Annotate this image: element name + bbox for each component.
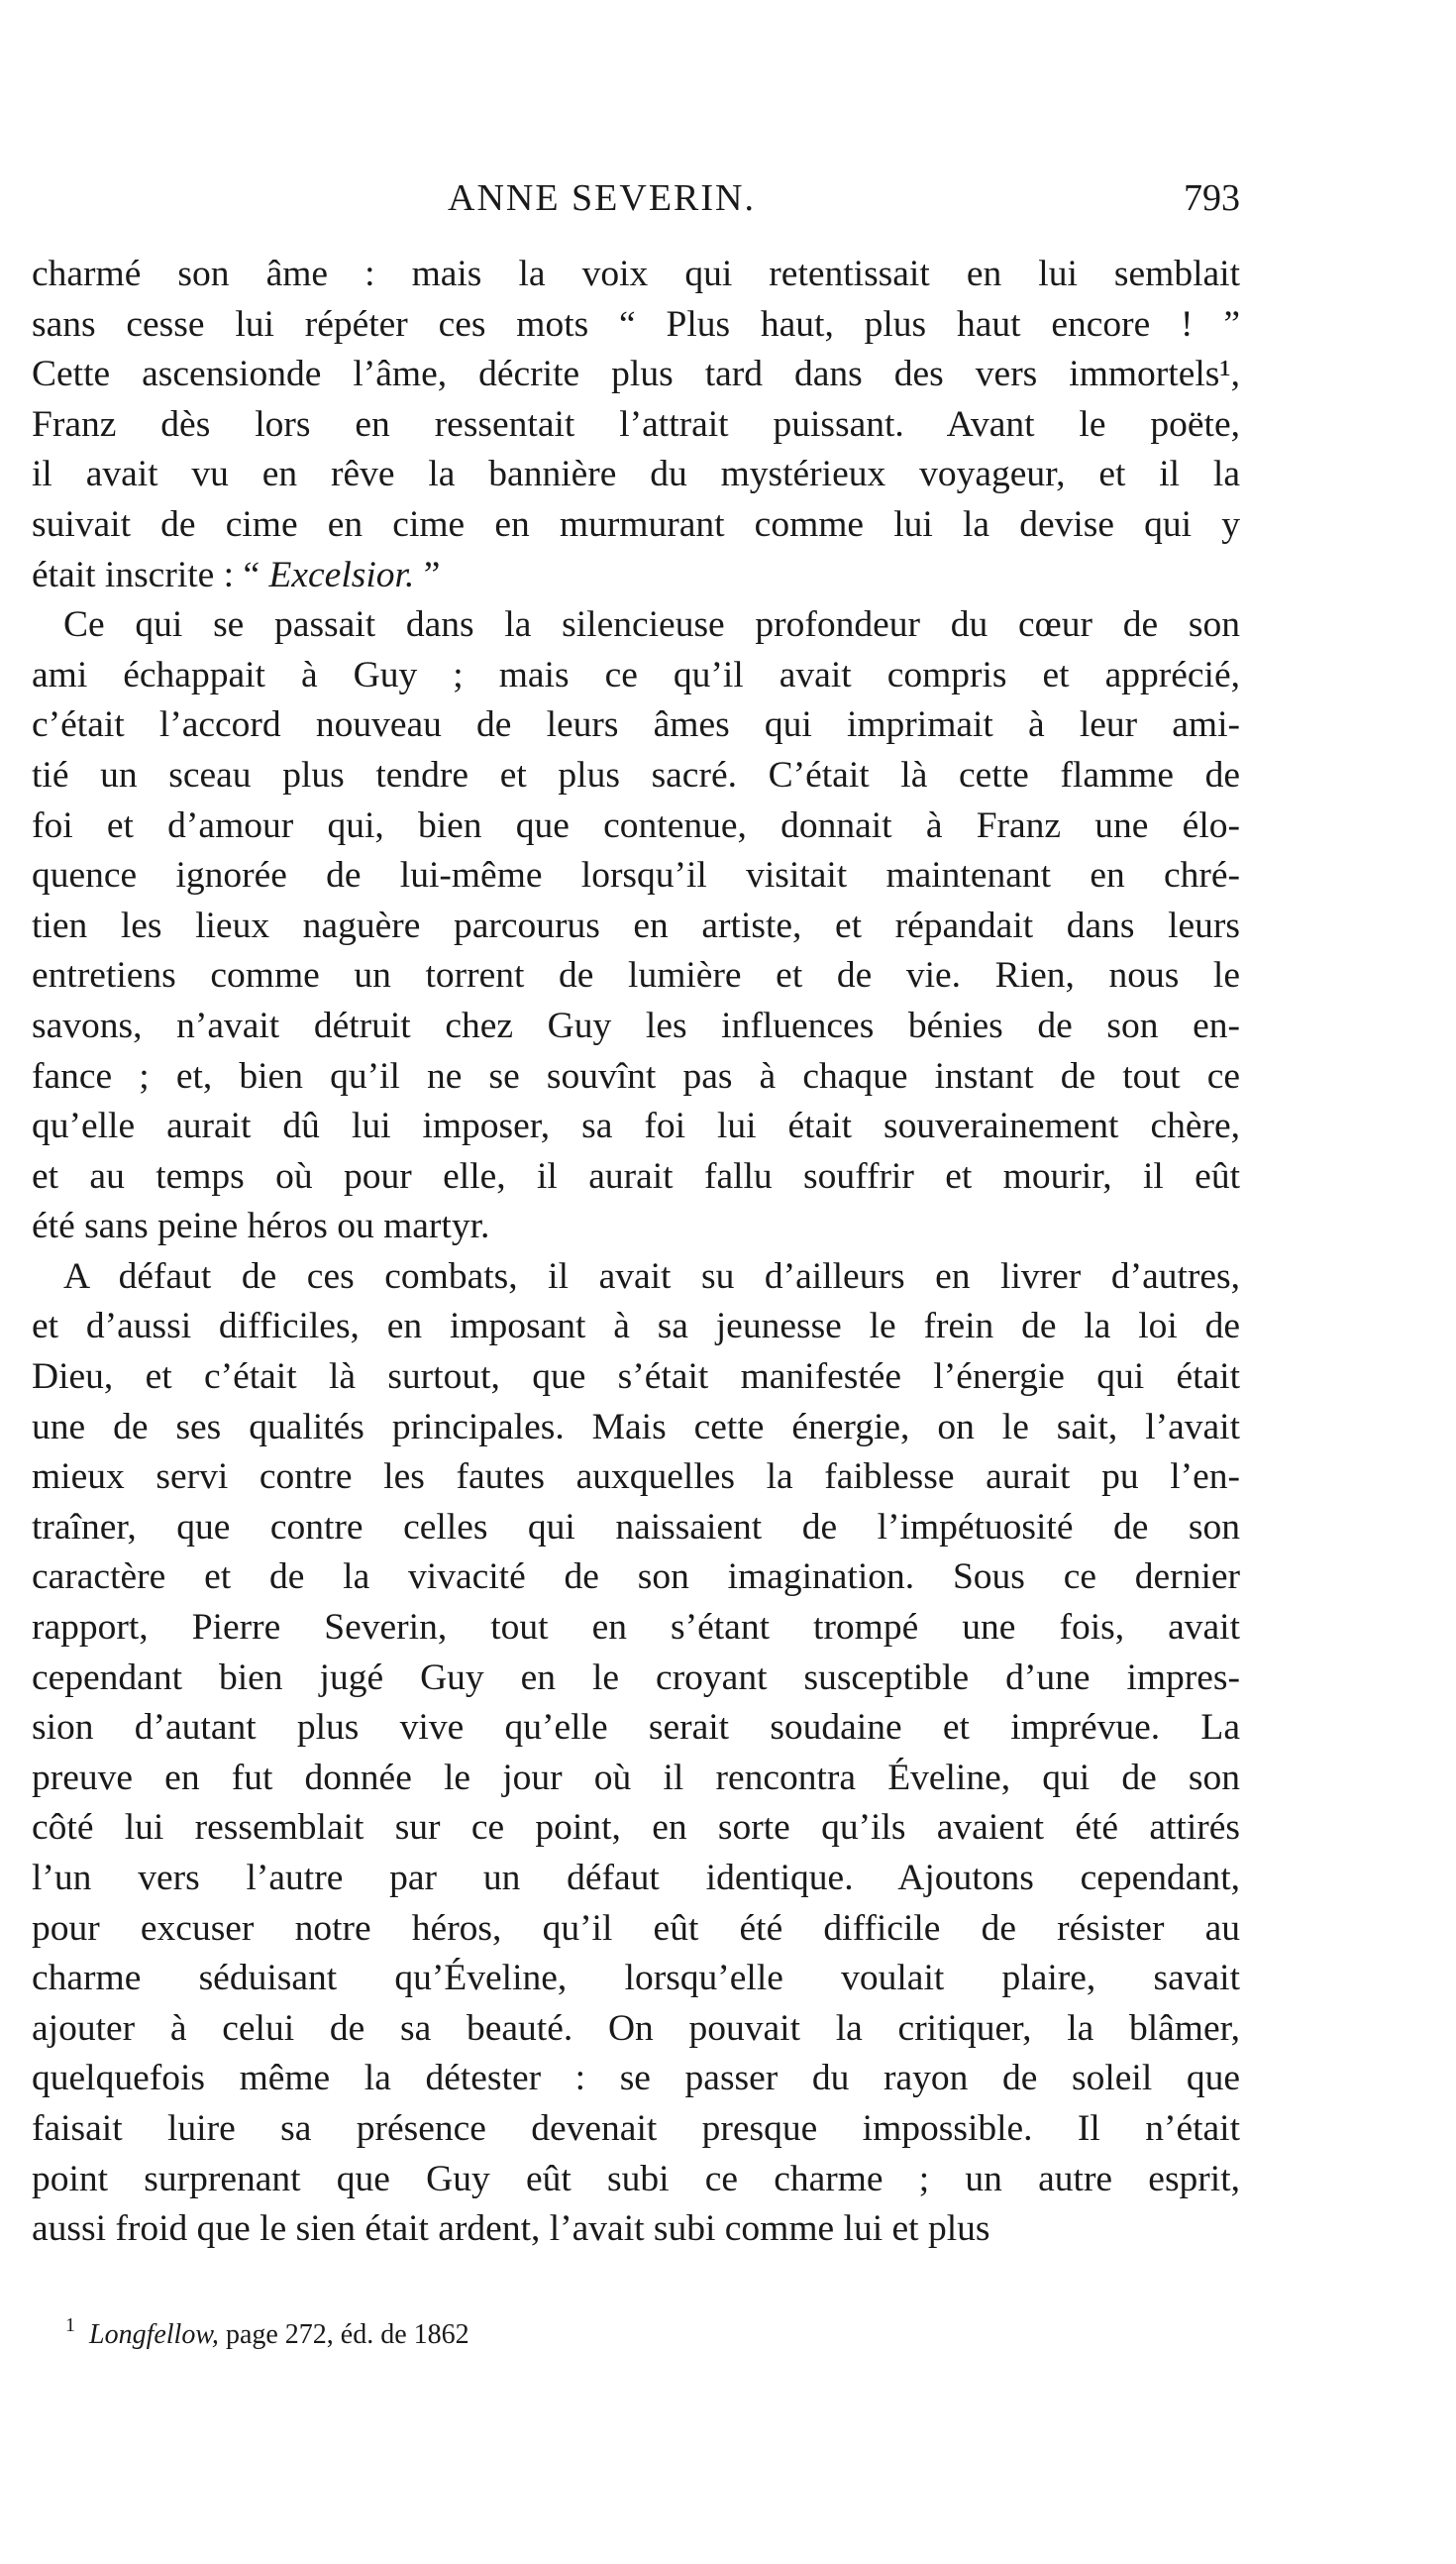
- text-line: mieux servi contre les fautes auxquelles la faiblesse aurait pu l’en-: [32, 1456, 1240, 1498]
- text-line: fance ; et, bien qu’il ne se souvînt pas à chaque instant de tout ce: [32, 1055, 1240, 1097]
- text-line: ajouter à celui de sa beauté. On pouvait la critiquer, la blâmer,: [32, 2007, 1240, 2049]
- text-line: Dieu, et c’était là surtout, que s’était manifestée l’énergie qui était: [32, 1356, 1240, 1398]
- text-line: c’était l’accord nouveau de leurs âmes qui imprimait à leur ami-: [32, 704, 1240, 746]
- paragraph: [32, 250, 1240, 600]
- text-line: quence ignorée de lui-même lorsqu’il visitait maintenant en chré-: [32, 855, 1240, 897]
- text-line: une de ses qualités principales. Mais cette énergie, on le sait, l’avait: [32, 1406, 1240, 1447]
- text-line: qu’elle aurait dû lui imposer, sa foi lui était souverainement chère,: [32, 1106, 1240, 1147]
- text-line: Franz dès lors en ressentait l’attrait puissant. Avant le poëte,: [32, 403, 1240, 445]
- text-line: pour excuser notre héros, qu’il eût été difficile de résister au: [32, 1907, 1240, 1949]
- text-line: quelquefois même la détester : se passer du rayon de soleil que: [32, 2058, 1240, 2099]
- footnote: [65, 2314, 469, 2351]
- text-line: aussi froid que le sien était ardent, l’avait subi comme lui et plus: [32, 2208, 990, 2250]
- footnote-citation: page 272, éd. de 1862: [218, 2319, 469, 2350]
- body-text: [32, 250, 1240, 2255]
- text-line: Ce qui se passait dans la silencieuse profondeur du cœur de son: [63, 604, 1240, 646]
- text-line: charmé son âme : mais la voix qui retentissait en lui semblait: [32, 254, 1240, 294]
- text-line: point surprenant que Guy eût subi ce charme ; un autre esprit,: [32, 2158, 1240, 2199]
- text-line: suivait de cime en cime en murmurant comme lui la devise qui y: [32, 503, 1240, 545]
- text-line: était inscrite : “ Excelsior. ”: [32, 554, 441, 595]
- paragraph: [32, 1252, 1240, 2255]
- text-line: cependant bien jugé Guy en le croyant susceptible d’une impres-: [32, 1656, 1240, 1698]
- text-line: rapport, Pierre Severin, tout en s’étant trompé une fois, avait: [32, 1607, 1240, 1649]
- text-line: A défaut de ces combats, il avait su d’ailleurs en livrer d’autres,: [63, 1255, 1240, 1297]
- text-line: entretiens comme un torrent de lumière et de vie. Rien, nous le: [32, 955, 1240, 997]
- page-number: 793: [1184, 177, 1240, 219]
- text-line: faisait luire sa présence devenait presque impossible. Il n’était: [32, 2107, 1240, 2149]
- text-line: Cette ascensionde l’âme, décrite plus tard dans des vers immortels¹,: [32, 354, 1240, 395]
- footnote-author: Longfellow,: [89, 2319, 219, 2350]
- text-line: il avait vu en rêve la bannière du mystérieux voyageur, et il la: [32, 454, 1240, 495]
- text-line: et au temps où pour elle, il aurait fallu souffrir et mourir, il eût: [32, 1155, 1240, 1197]
- text-line: côté lui ressemblait sur ce point, en sorte qu’ils avaient été attirés: [32, 1807, 1240, 1849]
- text-line: savons, n’avait détruit chez Guy les influences bénies de son en-: [32, 1005, 1240, 1046]
- paragraph: [32, 600, 1240, 1252]
- text-line: l’un vers l’autre par un défaut identique. Ajoutons cependant,: [32, 1858, 1240, 1898]
- text-line: caractère et de la vivacité de son imagination. Sous ce dernier: [32, 1556, 1240, 1598]
- text-line: charme séduisant qu’Éveline, lorsqu’elle voulait plaire, savait: [32, 1958, 1240, 1999]
- text-line: tié un sceau plus tendre et plus sacré. C’était là cette flamme de: [32, 754, 1240, 796]
- running-title: ANNE SEVERIN.: [448, 177, 756, 219]
- text-line: été sans peine héros ou martyr.: [32, 1206, 490, 1247]
- text-line: sans cesse lui répéter ces mots “ Plus haut, plus haut encore ! ”: [32, 303, 1240, 345]
- text-line: sion d’autant plus vive qu’elle serait soudaine et imprévue. La: [32, 1707, 1240, 1749]
- text-line: tien les lieux naguère parcourus en artiste, et répandait dans leurs: [32, 905, 1240, 946]
- text-line: et d’aussi difficiles, en imposant à sa jeunesse le frein de la loi de: [32, 1306, 1240, 1347]
- page-header: [32, 176, 1240, 236]
- italic-excelsior: Excelsior.: [268, 554, 415, 595]
- text-line: ami échappait à Guy ; mais ce qu’il avait compris et apprécié,: [32, 654, 1240, 695]
- footnote-marker: 1: [65, 2314, 75, 2336]
- text-line: preuve en fut donnée le jour où il rencontra Éveline, qui de son: [32, 1757, 1240, 1798]
- text-line: foi et d’amour qui, bien que contenue, donnait à Franz une élo-: [32, 804, 1240, 846]
- text-line: traîner, que contre celles qui naissaient de l’impétuosité de son: [32, 1506, 1240, 1548]
